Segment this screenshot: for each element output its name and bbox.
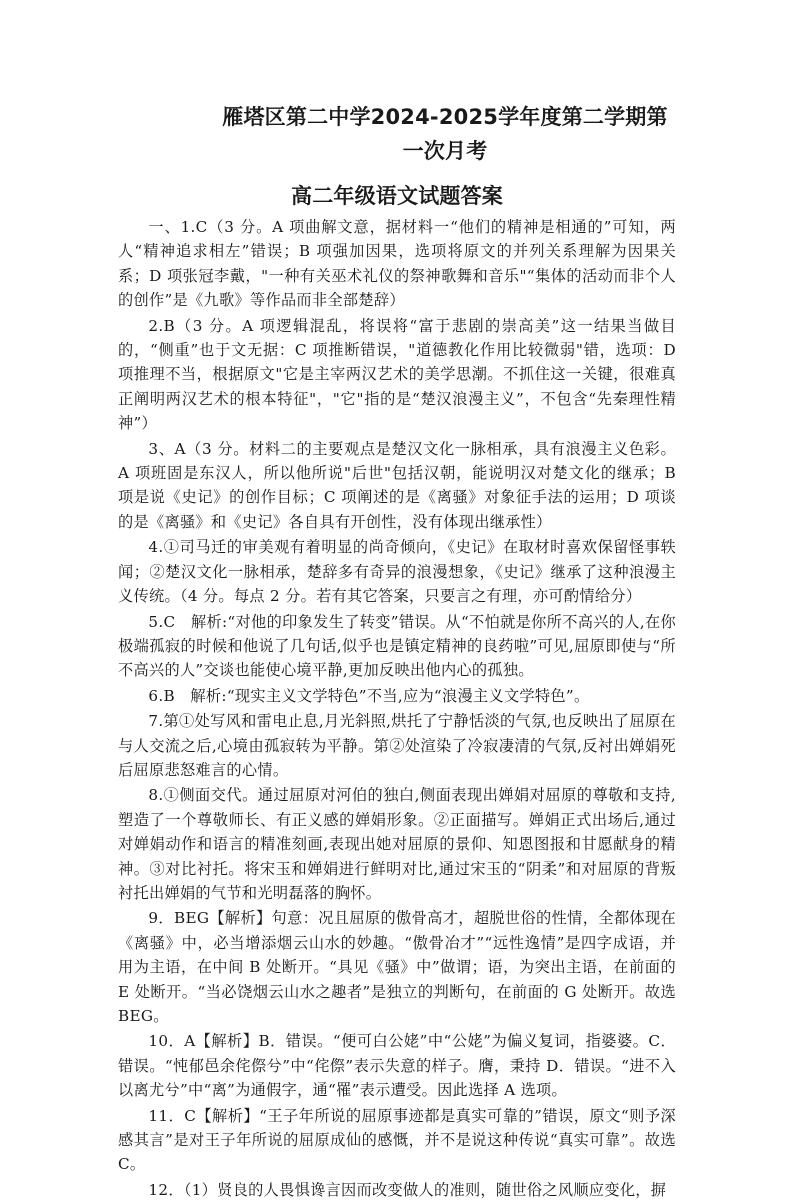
answer-12: 12．（1）贤良的人畏惧谗言因而改变做人的准则，随世俗之风顺应变化，摒 — [148, 1180, 667, 1199]
answer-content — [118, 215, 676, 1202]
exam-title: 雁塔区第二中学2024-2025学年度第二学期第一次月考 — [222, 105, 668, 163]
answer-6: 6.B 解析:“现实主义文学特色”不当,应为“浪漫主义文学特色”。 — [148, 686, 590, 705]
answer-8: 8.①侧面交代。通过屈原对河伯的独白,侧面表现出婵娟对屈原的尊敬和支持,塑造了一个尊敬师长、有正义感的婵娟形象。②正面描写。婵娟正式出场后,通过对婵娟动作和语言的精准刻画,表现出她对屈原的景仰、知恩图报和甘愿献身的精神。③对比衬托。将宋玉和婵娟进行鲜明对比,通过宋玉的“阴柔”和对屈原的背叛衬托出婵娟的气节和光明磊落的胸怀。 — [118, 786, 676, 902]
answer-2: 2.B（3 分。A 项逻辑混乱，将误将“富于悲剧的崇高美”这一结果当做目的，“侧重”也于文无据：C 项推断错误，"道德教化作用比较微弱"错，选项：D 项推理不当，根据原文"它是主宰两汉艺术的美学思潮。不抓住这一关键，很难真正阐明两汉艺术的根本特征"，"它"指的是“楚汉浪漫主义”，不包含“先秦理性精神”） — [118, 316, 676, 433]
answer-3: 3、A（3 分。材料二的主要观点是楚汉文化一脉相承，具有浪漫主义色彩。A 项班固是东汉人，所以他所说"后世"包括汉朝，能说明汉对楚文化的继承；B 项是说《史记》的创作目标；C 项阐述的是《离骚》对象征手法的运用；D 项谈的是《离骚》和《史记》各自具有开创性，没有体现出继承性） — [118, 439, 676, 531]
answer-1: 一、1.C（3 分。A 项曲解文意，据材料一“他们的精神是相通的”可知，两人“精神追求相左”错误；B 项强加因果，选项将原文的并列关系理解为因果关系；D 项张冠李戴，"一种有关巫术礼仪的祭神歌舞和音乐"“集体的活动而非个人的创作”是《九歌》等作品而非全部楚辞） — [118, 218, 676, 310]
answer-7: 7.第①处写风和雷电止息,月光斜照,烘托了宁静恬淡的气氛,也反映出了屈原在与人交流之后,心境由孤寂转为平静。第②处渲染了冷寂凄清的气氛,反衬出婵娟死后屈原悲怒难言的心情。 — [118, 712, 676, 779]
answer-4: 4.①司马迁的审美观有着明显的尚奇倾向，《史记》在取材时喜欢保留怪事轶闻；②楚汉文化一脉相承，楚辞多有奇异的浪漫想象，《史记》继承了这种浪漫主义传统。（4 分。每点 2 分。若有其它答案，只要言之有理，亦可酌情给分） — [118, 538, 676, 606]
exam-subtitle: 高二年级语文试题答案 — [291, 184, 503, 208]
answer-11: 11．C【解析】“王子年所说的屈原事迹都是真实可靠的”错误，原文“则予深感其言”是对王子年所说的屈原成仙的感慨，并不是说这种传说“真实可靠”。故选 C。 — [118, 1106, 676, 1174]
answer-5: 5.C 解析:“对他的印象发生了转变”错误。从“不怕就是你所不高兴的人,在你极端孤寂的时候和他说了几句话,似乎也是镇定精神的良药啦”可见,屈原即使与“所不高兴的人”交谈也能使心境平静,更加反映出他内心的孤独。 — [118, 612, 676, 680]
answer-9: 9．BEG【解析】句意：况且屈原的傲骨高才，超脱世俗的性情，全都体现在《离骚》中，必当增添烟云山水的妙趣。“傲骨冶才”“远性逸情”是四字成语，并用为主语，在中间 B 处断开。“具见《骚》中”做谓；语，为突出主语，在前面的 E 处断开。“当必饶烟云山水之趣者”是独立的判断句，在前面的 G 处断开。故选 BEG。 — [118, 909, 676, 1025]
answer-10: 10．A【解析】B．错误。“便可白公姥”中“公姥”为偏义复词，指婆婆。C．错误。“忳郁邑余侘傺兮”中“侘傺”表示失意的样子。膺，秉持 D．错误。“进不入以离尤兮”中“离”为通假字，通“罹”表示遭受。因此选择 A 选项。 — [118, 1032, 676, 1100]
